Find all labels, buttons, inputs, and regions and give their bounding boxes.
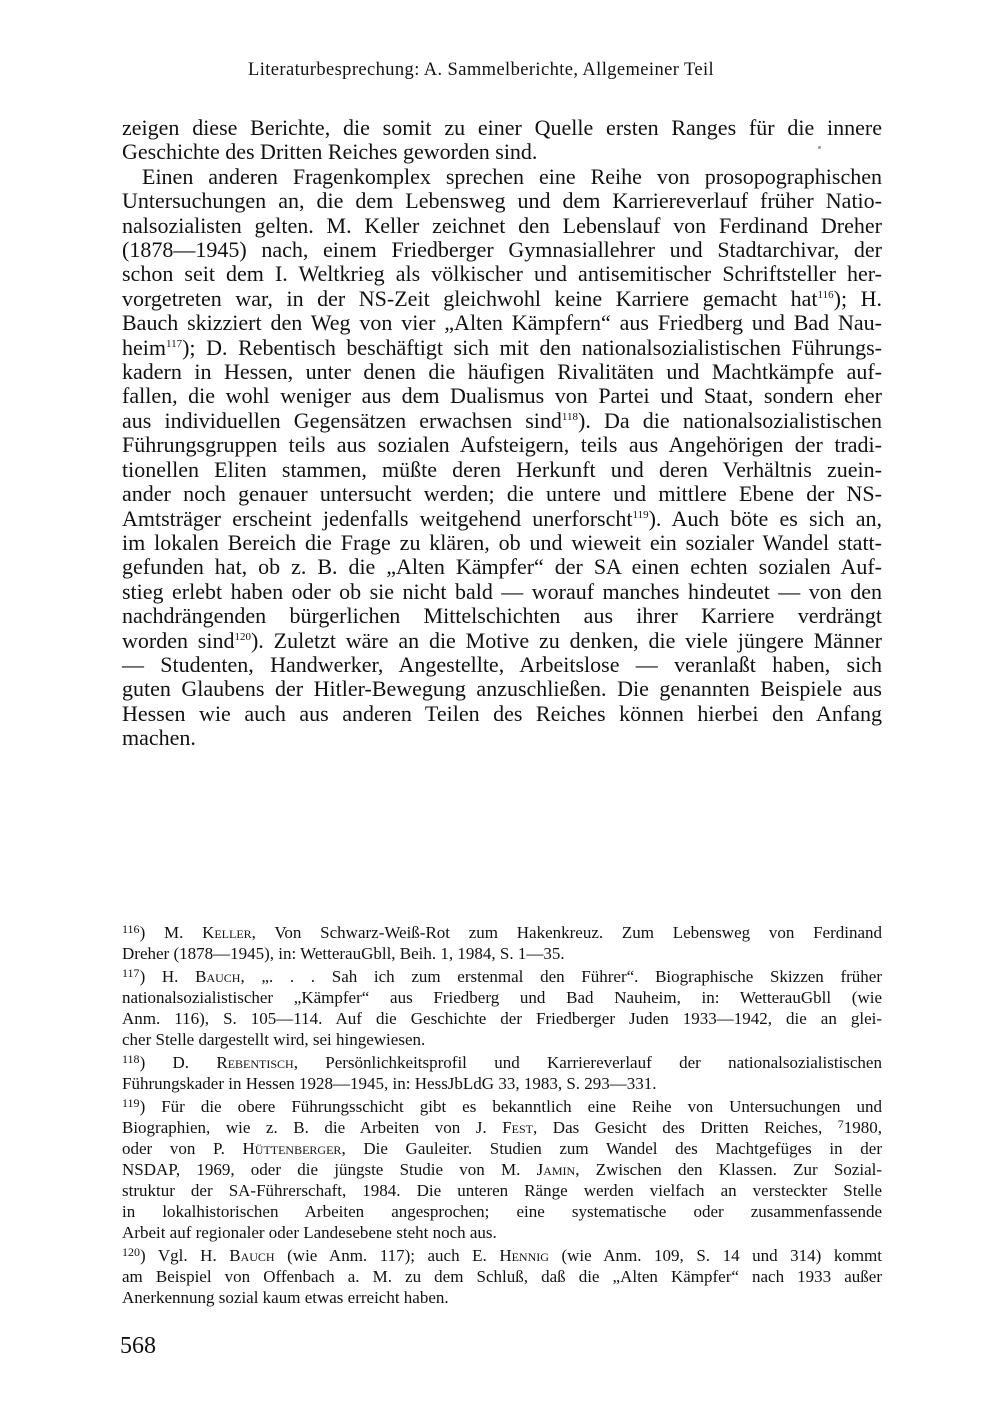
text-line: nachdrängenden bürgerlichen Mittelschichten aus ihrer Karriere verdrängt [122,603,882,629]
footnote-number: 119 [122,1096,140,1110]
text-line: Amtsträger erscheint jedenfalls weitgehend unerforscht$^{119}$). Auch böte es sich an, [122,505,882,531]
footnote-120: $^{120}$) Vgl. H. Bauch (wie Anm. 117); auch E. Hennig (wie Anm. 109, S. 14 und 314) kommt am Beispiel von Offenbach a. M. zu dem Schluß, daß die „Alten Kämpfer“ nach 1933 außer Anerkennung sozial kaum etwas erreicht haben. [122,1245,883,1307]
text-line: — Studenten, Handwerker, Angestellte, Arbeitslose — veranlaßt haben, sich [122,651,882,677]
text-line: Geschichte des Dritten Reiches geworden sind. [122,139,538,165]
text-line: schon seit dem I. Weltkrieg als völkischer und antisemitischer Schriftsteller her- [122,261,882,287]
text-line: vorgetreten war, in der NS-Zeit gleichwohl keine Karriere gemacht hat$^{116}$); H. [122,285,883,311]
text-line: kadern in Hessen, unter denen die häufigen Rivalitäten und Machtkämpfe auf- [122,359,882,385]
footnotes [122,922,882,1310]
text-line: tionellen Eliten stammen, müßte deren Herkunft und deren Verhältnis zuein- [122,456,882,482]
footnote-119: $^{119}$) Für die obere Führungsschicht gibt es bekanntlich eine Reihe von Untersuchungen und Biographien, wie z. B. die Arbeiten von J. Fest, Das Gesicht des Dritten Reiches, $^7$1980, oder von P. Hüttenberger, Die Gauleiter. Studien zum Wandel des Machtgefüges in der NSDAP, 1969, oder die jüngste Studie von M. Jamin, Zwischen den Klassen. Zur Sozial- struktur der SA-Führerschaft, 1984. Die unteren Ränge werden vielfach an versteckter Stelle in lokalhistorischen Arbeiten angesprochen; eine systematische oder zusammenfassende Arbeit auf regionaler oder Landesebene steht noch aus. [122,1096,883,1242]
text-line: zeigen diese Berichte, die somit zu einer Quelle ersten Ranges für die innere [122,115,882,140]
footnote-117: $^{117}$) H. Bauch, „. . . Sah ich zum erstenmal den Führer“. Biographische Skizzen früher nationalsozialistischer „Kämpfer“ aus Friedberg und Bad Nauheim, in: WetterauGbll (wie Anm. 116), S. 105—114. Auf die Geschichte der Friedberger Juden 1933—1942, die an glei- cher Stelle dargestellt wird, sei hingewiesen. [122,966,882,1049]
text-line: Einen anderen Fragenkomplex sprechen eine Reihe von prosopographischen [142,163,882,189]
footnote-ref: 119 [632,508,649,521]
text-line: heim$^{117}$); D. Rebentisch beschäftigt sich mit den nationalsozialistischen Führungs- [122,334,882,360]
footnote-116: $^{116}$) M. Keller, Von Schwarz-Weiß-Rot zum Hakenkreuz. Zum Lebensweg von Ferdinand Dreher (1878—1945), in: WetterauGbll, Beih. 1, 1984, S. 1—35. [122,922,883,963]
footnote-ref: 116 [817,288,834,301]
footnote-118: $^{118}$) D. Rebentisch, Persönlichkeitsprofil und Karriereverlauf der nationalsozialistischen Führungskader in Hessen 1928—1945, in: HessJbLdG 33, 1983, S. 293—331. [122,1052,882,1093]
text-line: fallen, die wohl weniger aus dem Dualismus von Partei und Staat, sondern eher [122,383,882,409]
footnote-ref: 118 [561,410,579,423]
text-line: worden sind$^{120}$). Zuletzt wäre an die Motive zu denken, die viele jüngere Männer [122,627,882,653]
text-line: ander noch genauer untersucht werden; die untere und mittlere Ebene der NS- [122,481,882,507]
text-line: guten Glaubens der Hitler-Bewegung anzuschließen. Die genannten Beispiele aus [122,676,882,702]
running-head: Literaturbesprechung: A. Sammelberichte, Allgemeiner Teil [248,60,715,80]
text-line: nalsozialisten gelten. M. Keller zeichnet den Lebenslauf von Ferdinand Dreher [122,212,882,238]
text-line: Untersuchungen an, die dem Lebensweg und dem Karriereverlauf früher Natio- [122,188,882,214]
footnote-ref: 117 [166,337,183,350]
text-line: Hessen wie auch aus anderen Teilen des Reiches können hierbei den Anfang [122,700,882,726]
footnote-number: 116 [122,922,140,936]
text-line: im lokalen Bereich die Frage zu klären, ob und wieweit ein sozialer Wandel statt- [122,529,882,555]
text-line: gefunden hat, ob z. B. die „Alten Kämpfer“ der SA einen echten sozialen Auf- [122,554,882,580]
footnote-number: 120 [122,1245,140,1259]
text-line: (1878—1945) nach, einem Friedberger Gymnasiallehrer und Stadtarchivar, der [122,237,882,263]
footnote-ref: 120 [234,630,251,643]
footnote-number: 118 [122,1052,140,1066]
text-line: aus individuellen Gegensätzen erwachsen sind$^{118}$). Da die nationalsozialistischen [122,407,882,433]
text-line: machen. [122,725,196,751]
main-text [122,116,882,751]
text-line: Bauch skizziert den Weg von vier „Alten Kämpfern“ aus Friedberg und Bad Nau- [122,310,882,336]
footnote-number: 117 [122,966,140,980]
page-number: 568 [120,1333,156,1359]
text-line: stieg erlebt haben oder ob sie nicht bald — worauf manches hindeutet — von den [122,578,882,604]
text-line: Führungsgruppen teils aus sozialen Aufsteigern, teils aus Angehörigen der tradi- [122,432,882,458]
